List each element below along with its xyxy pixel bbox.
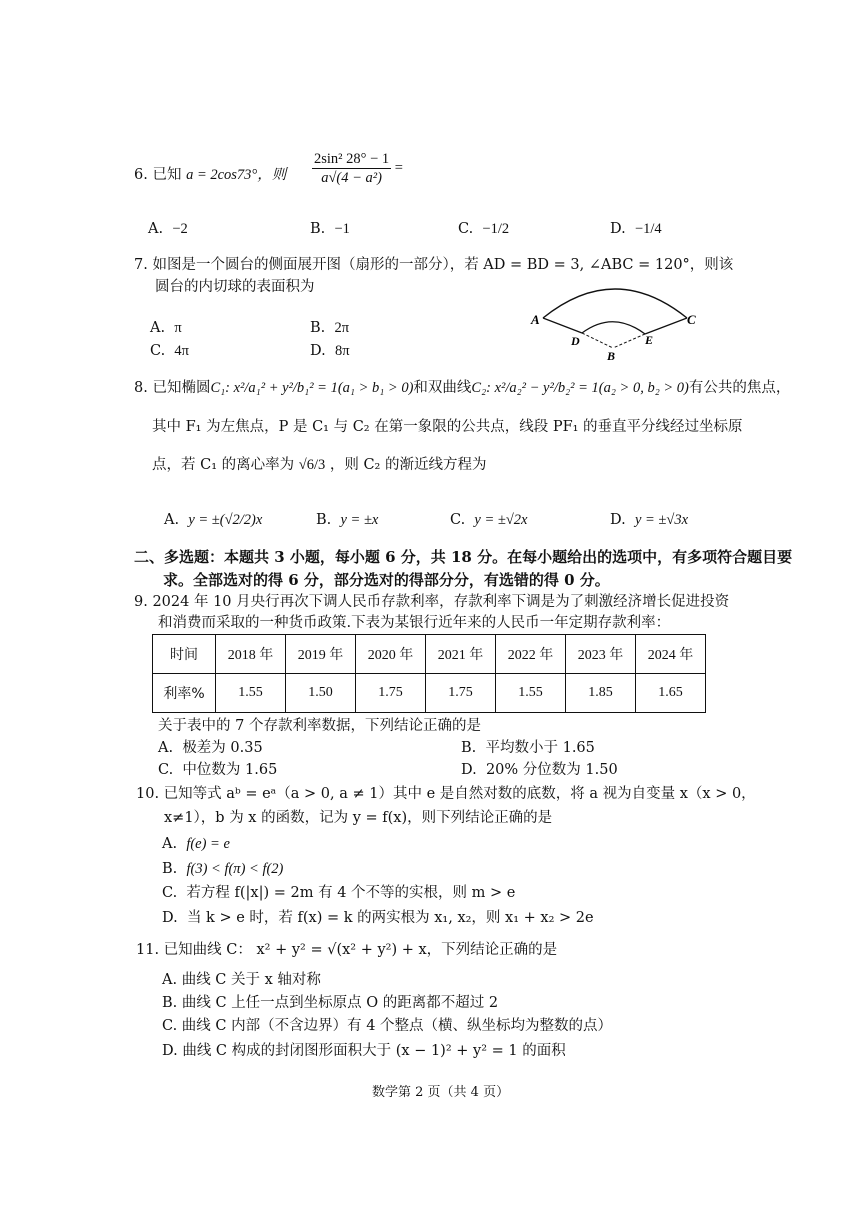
q8-option-c[interactable]: C. y = ±√2x [450,512,528,528]
q8-option-b[interactable]: B. y = ±x [316,512,379,528]
table-cell: 2022 年 [496,635,566,674]
q8-option-d[interactable]: D. y = ±√3x [610,512,689,528]
q11-line1: 11. 已知曲线 C： x² + y² = √(x² + y²) + x，下列结论正确的是 [136,942,558,958]
q8-line1: 8. 已知椭圆C₁: x²/a₁² + y²/b₁² = 1(a₁ > b₁ > 0)和双曲线C₂: x²/a₂² − y²/b₂² = 1(a₂ > 0, b₂ > 0)有公共的焦点， [134,380,791,396]
q7-line2: 圆台的内切球的表面积为 [155,279,315,295]
label-c: C [687,312,696,327]
q10-option-c[interactable]: C. 若方程 f(|x|) = 2m 有 4 个不等的实根，则 m > e [162,885,516,901]
table-cell: 2018 年 [216,635,286,674]
q6-stem: 6. 已知 a = 2cos73°，则 [134,167,287,183]
q9-after: 关于表中的 7 个存款利率数据，下列结论正确的是 [158,718,481,734]
table-row [153,674,706,713]
q6-option-c[interactable]: C. −1/2 [458,221,510,237]
table-row [153,635,706,674]
q8-line3: 点，若 C₁ 的离心率为 √6/3 ，则 C₂ 的渐近线方程为 [152,457,487,473]
section2-line2: 求。全部选对的得 6 分，部分选对的得部分分，有选错的得 0 分。 [163,571,610,589]
label-b: B [607,349,616,363]
table-cell: 1.55 [496,674,566,713]
q6-expression: $\frac{\text{2sin² 28° − 1}}{\text{a√(4 − a²)}}$ = [314,151,403,186]
q8-line2: 其中 F₁ 为左焦点，P 是 C₁ 与 C₂ 在第一象限的公共点，线段 PF₁ 的垂直平分线经过坐标原 [152,419,743,435]
table-cell: 2020 年 [356,635,426,674]
q6-option-a[interactable]: A. −2 [148,221,188,237]
table-cell: 1.75 [356,674,426,713]
q7-line1: 7. 如图是一个圆台的侧面展开图（扇形的一部分），若 AD = BD = 3, ∠ABC = 120°，则该 [134,257,734,273]
q10-line1: 10. 已知等式 aᵇ = eᵃ（a > 0, a ≠ 1）其中 e 是自然对数的底数，将 a 视为自变量 x（x > 0， [136,786,756,802]
inner-arc [582,322,645,334]
q6-option-b[interactable]: B. −1 [310,221,350,237]
q11-option-a[interactable]: A. 曲线 C 关于 x 轴对称 [162,972,321,988]
q9-option-d[interactable]: D. 20% 分位数为 1.50 [461,762,618,778]
page-footer: 数学第 2 页（共 4 页） [372,1085,510,1100]
rate-table [152,634,706,713]
q11-option-c[interactable]: C. 曲线 C 内部（不含边界）有 4 个整点（横、纵坐标均为整数的点） [162,1018,613,1034]
q7-sector-figure [525,278,715,364]
table-cell: 1.85 [566,674,636,713]
table-cell: 1.75 [426,674,496,713]
table-cell: 1.65 [636,674,706,713]
table-cell: 2024 年 [636,635,706,674]
q10-option-d[interactable]: D. 当 k > e 时，若 f(x) = k 的两实根为 x₁, x₂，则 x₁ + x₂ > 2e [162,910,594,926]
table-cell: 2021 年 [426,635,496,674]
table-row-label: 利率% [153,674,216,713]
label-d: D [571,334,580,348]
q8-option-a[interactable]: A. y = ±(√2/2)x [164,512,263,528]
table-cell: 2023 年 [566,635,636,674]
table-cell: 1.55 [216,674,286,713]
q7-option-c[interactable]: C. 4π [150,343,189,359]
q10-line2: x≠1），b 为 x 的函数，记为 y = f(x)，则下列结论正确的是 [164,810,553,826]
q10-option-a[interactable]: A. f(e) = e [162,836,230,852]
dashed-db [582,333,613,348]
q9-line2: 和消费而采取的一种货币政策.下表为某银行近年来的人民币一年定期存款利率： [158,615,671,631]
q9-option-a[interactable]: A. 极差为 0.35 [158,740,263,756]
q10-option-b[interactable]: B. f(3) < f(π) < f(2) [162,861,284,877]
edge-ce [645,318,687,334]
dashed-eb [613,334,645,348]
q9-option-c[interactable]: C. 中位数为 1.65 [158,762,278,778]
q11-option-d[interactable]: D. 曲线 C 构成的封闭图形面积大于 (x − 1)² + y² = 1 的面积 [162,1043,566,1059]
table-cell: 1.50 [286,674,356,713]
table-cell: 2019 年 [286,635,356,674]
label-a: A [531,312,540,327]
q7-option-b[interactable]: B. 2π [310,320,350,336]
q9-line1: 9. 2024 年 10 月央行再次下调人民币存款利率，存款利率下调是为了刺激经济增长促进投资 [134,594,730,610]
q6-option-d[interactable]: D. −1/4 [610,221,662,237]
q7-option-d[interactable]: D. 8π [310,343,350,359]
q7-option-a[interactable]: A. π [150,320,182,336]
edge-ad [543,318,582,333]
q9-option-b[interactable]: B. 平均数小于 1.65 [461,740,595,756]
label-e: E [645,333,654,347]
table-header-label: 时间 [153,635,216,674]
q11-option-b[interactable]: B. 曲线 C 上任一点到坐标原点 O 的距离都不超过 2 [162,995,499,1011]
section2-line1: 二、多选题：本题共 3 小题，每小题 6 分，共 18 分。在每小题给出的选项中，有多项符合题目要 [134,548,793,566]
outer-arc [543,289,687,318]
